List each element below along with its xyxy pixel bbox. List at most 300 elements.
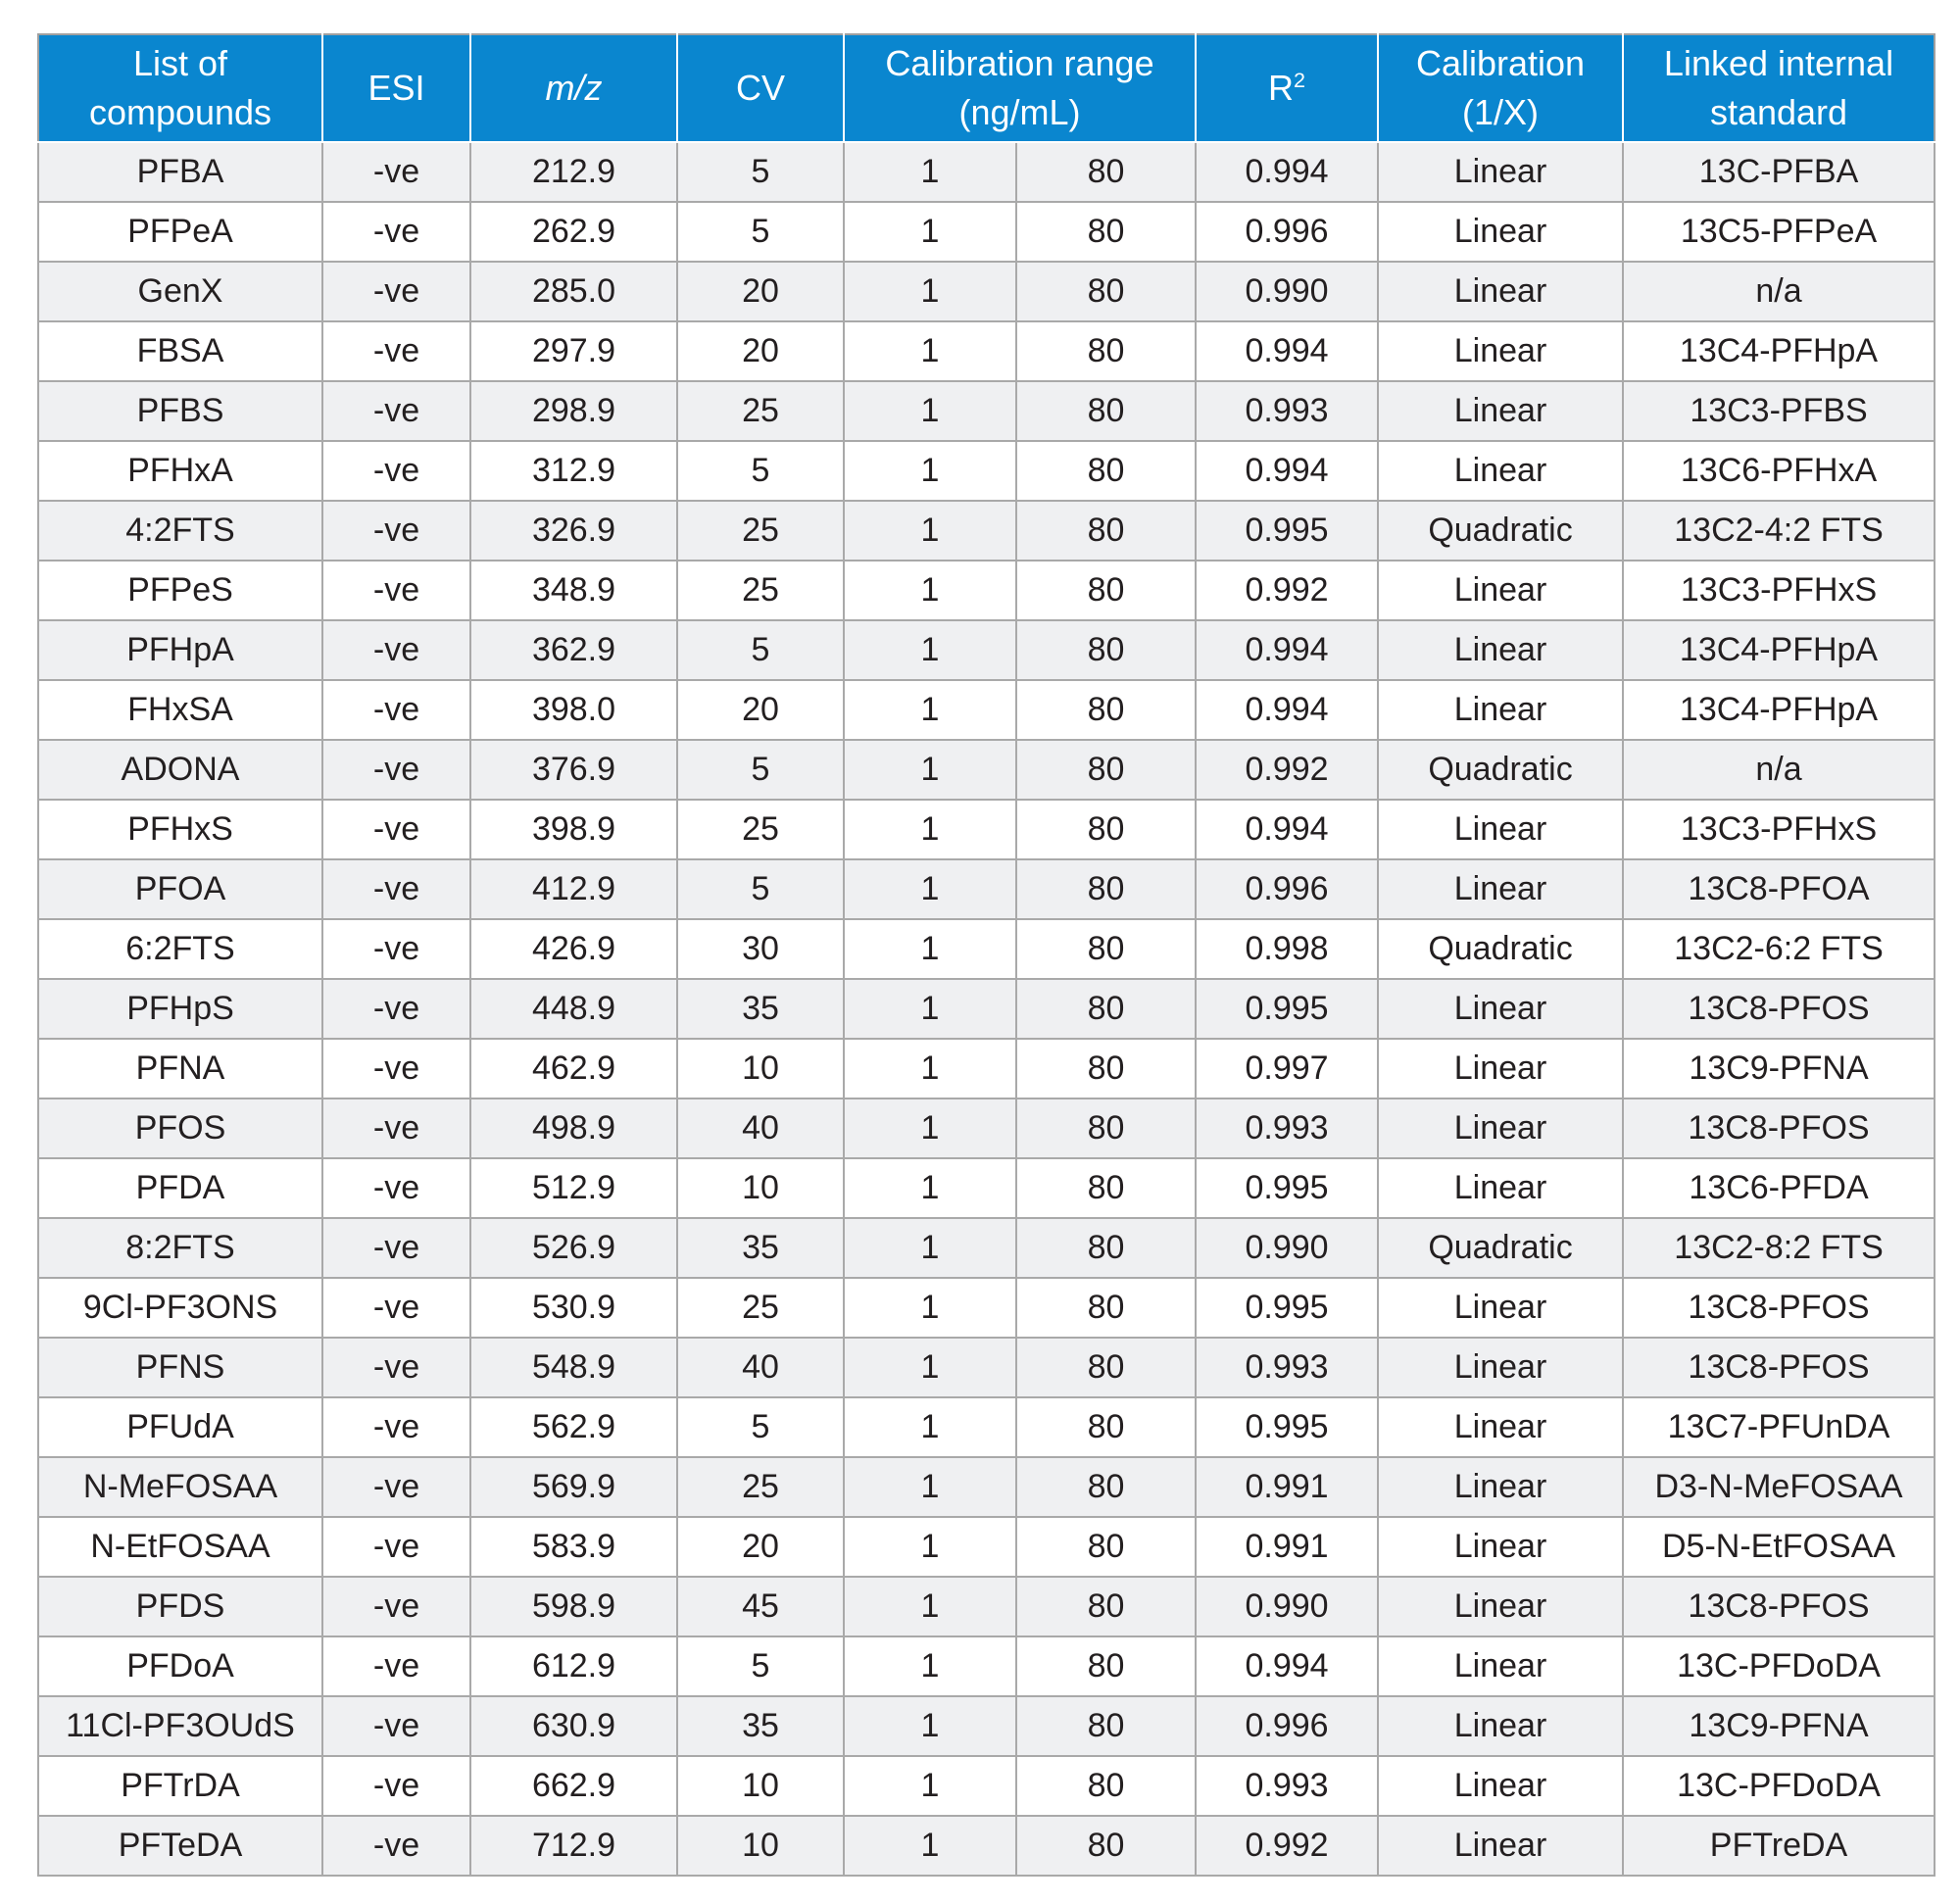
cv-cell: 25 (677, 1457, 844, 1517)
compound-cell: PFHxS (38, 800, 322, 859)
cv-cell: 30 (677, 919, 844, 979)
range-high-cell: 80 (1016, 1278, 1196, 1338)
table-row (38, 1756, 1935, 1816)
mz-cell: 412.9 (470, 859, 677, 919)
esi-cell: -ve (322, 1457, 470, 1517)
header-calibration-range (844, 34, 1196, 142)
table-row (38, 1218, 1935, 1278)
range-high-cell: 80 (1016, 680, 1196, 740)
mz-cell: 526.9 (470, 1218, 677, 1278)
mz-cell: 569.9 (470, 1457, 677, 1517)
table-row (38, 740, 1935, 800)
cv-cell: 35 (677, 979, 844, 1039)
calibration-cell: Linear (1378, 620, 1623, 680)
esi-cell: -ve (322, 1696, 470, 1756)
internal-standard-cell: 13C3-PFBS (1623, 381, 1935, 441)
esi-cell: -ve (322, 620, 470, 680)
calibration-cell: Quadratic (1378, 919, 1623, 979)
calibration-cell: Linear (1378, 1816, 1623, 1876)
calibration-cell: Quadratic (1378, 740, 1623, 800)
esi-cell: -ve (322, 561, 470, 620)
header-row (38, 34, 1935, 142)
cv-cell: 25 (677, 1278, 844, 1338)
calibration-cell: Linear (1378, 979, 1623, 1039)
header-cv: CV (677, 34, 844, 142)
table-row (38, 680, 1935, 740)
internal-standard-cell: D5-N-EtFOSAA (1623, 1517, 1935, 1577)
mz-cell: 612.9 (470, 1636, 677, 1696)
mz-cell: 398.0 (470, 680, 677, 740)
range-high-cell: 80 (1016, 1218, 1196, 1278)
mz-cell: 285.0 (470, 262, 677, 321)
calibration-cell: Linear (1378, 1098, 1623, 1158)
r-squared-cell: 0.995 (1196, 501, 1378, 561)
mz-cell: 312.9 (470, 441, 677, 501)
table-row (38, 620, 1935, 680)
esi-cell: -ve (322, 1278, 470, 1338)
compound-cell: PFDoA (38, 1636, 322, 1696)
calibration-cell: Linear (1378, 262, 1623, 321)
table-row (38, 1158, 1935, 1218)
range-low-cell: 1 (844, 1039, 1016, 1098)
calibration-cell: Linear (1378, 1517, 1623, 1577)
header-calibration-line2: (1/X) (1462, 92, 1540, 132)
r-squared-cell: 0.996 (1196, 859, 1378, 919)
internal-standard-cell: 13C3-PFHxS (1623, 561, 1935, 620)
cv-cell: 25 (677, 381, 844, 441)
cv-cell: 5 (677, 202, 844, 262)
esi-cell: -ve (322, 979, 470, 1039)
header-compounds-line2: compounds (88, 92, 272, 132)
internal-standard-cell: 13C-PFBA (1623, 142, 1935, 202)
compound-cell: PFPeA (38, 202, 322, 262)
range-high-cell: 80 (1016, 620, 1196, 680)
calibration-cell: Linear (1378, 859, 1623, 919)
table-row (38, 979, 1935, 1039)
mz-cell: 262.9 (470, 202, 677, 262)
cv-cell: 5 (677, 441, 844, 501)
mz-cell: 583.9 (470, 1517, 677, 1577)
range-high-cell: 80 (1016, 202, 1196, 262)
esi-cell: -ve (322, 1039, 470, 1098)
range-low-cell: 1 (844, 919, 1016, 979)
range-low-cell: 1 (844, 859, 1016, 919)
internal-standard-cell: 13C2-6:2 FTS (1623, 919, 1935, 979)
r-squared-cell: 0.994 (1196, 321, 1378, 381)
header-compounds (38, 34, 322, 142)
header-r-squared-base: R (1268, 68, 1294, 108)
range-high-cell: 80 (1016, 919, 1196, 979)
internal-standard-cell: 13C7-PFUnDA (1623, 1397, 1935, 1457)
internal-standard-cell: 13C3-PFHxS (1623, 800, 1935, 859)
calibration-cell: Linear (1378, 1457, 1623, 1517)
mz-cell: 498.9 (470, 1098, 677, 1158)
r-squared-cell: 0.994 (1196, 142, 1378, 202)
calibration-cell: Linear (1378, 1636, 1623, 1696)
range-low-cell: 1 (844, 1457, 1016, 1517)
header-calibration-range-line2: (ng/mL) (958, 92, 1081, 132)
internal-standard-cell: 13C9-PFNA (1623, 1696, 1935, 1756)
internal-standard-cell: D3-N-MeFOSAA (1623, 1457, 1935, 1517)
cv-cell: 5 (677, 740, 844, 800)
internal-standard-cell: 13C6-PFDA (1623, 1158, 1935, 1218)
range-low-cell: 1 (844, 1636, 1016, 1696)
compound-cell: PFNA (38, 1039, 322, 1098)
calibration-cell: Linear (1378, 680, 1623, 740)
range-low-cell: 1 (844, 1218, 1016, 1278)
mz-cell: 212.9 (470, 142, 677, 202)
mz-cell: 376.9 (470, 740, 677, 800)
range-low-cell: 1 (844, 441, 1016, 501)
compound-cell: PFOA (38, 859, 322, 919)
compound-cell: PFPeS (38, 561, 322, 620)
r-squared-cell: 0.995 (1196, 1397, 1378, 1457)
r-squared-cell: 0.995 (1196, 979, 1378, 1039)
range-high-cell: 80 (1016, 262, 1196, 321)
header-calibration-line1: Calibration (1415, 43, 1586, 83)
calibration-cell: Linear (1378, 1039, 1623, 1098)
range-high-cell: 80 (1016, 1158, 1196, 1218)
header-esi: ESI (322, 34, 470, 142)
cv-cell: 35 (677, 1218, 844, 1278)
header-r-squared (1196, 34, 1378, 142)
internal-standard-cell: 13C4-PFHpA (1623, 620, 1935, 680)
range-low-cell: 1 (844, 1158, 1016, 1218)
range-low-cell: 1 (844, 381, 1016, 441)
range-high-cell: 80 (1016, 1039, 1196, 1098)
range-low-cell: 1 (844, 1397, 1016, 1457)
cv-cell: 10 (677, 1158, 844, 1218)
r-squared-cell: 0.992 (1196, 740, 1378, 800)
header-internal-standard-line1: Linked internal (1663, 43, 1894, 83)
table-row (38, 1517, 1935, 1577)
r-squared-cell: 0.991 (1196, 1457, 1378, 1517)
mz-cell: 297.9 (470, 321, 677, 381)
table-row (38, 381, 1935, 441)
cv-cell: 5 (677, 142, 844, 202)
mz-cell: 630.9 (470, 1696, 677, 1756)
esi-cell: -ve (322, 1338, 470, 1397)
table-row (38, 501, 1935, 561)
range-low-cell: 1 (844, 620, 1016, 680)
esi-cell: -ve (322, 1218, 470, 1278)
range-high-cell: 80 (1016, 1756, 1196, 1816)
calibration-cell: Linear (1378, 1338, 1623, 1397)
range-high-cell: 80 (1016, 859, 1196, 919)
range-low-cell: 1 (844, 202, 1016, 262)
range-low-cell: 1 (844, 1816, 1016, 1876)
esi-cell: -ve (322, 1816, 470, 1876)
range-high-cell: 80 (1016, 142, 1196, 202)
mz-cell: 662.9 (470, 1756, 677, 1816)
compound-cell: 11Cl-PF3OUdS (38, 1696, 322, 1756)
mz-cell: 530.9 (470, 1278, 677, 1338)
compound-cell: FHxSA (38, 680, 322, 740)
cv-cell: 40 (677, 1098, 844, 1158)
mz-cell: 348.9 (470, 561, 677, 620)
calibration-cell: Quadratic (1378, 501, 1623, 561)
compound-cell: 6:2FTS (38, 919, 322, 979)
r-squared-cell: 0.990 (1196, 1218, 1378, 1278)
esi-cell: -ve (322, 1098, 470, 1158)
table-row (38, 202, 1935, 262)
range-low-cell: 1 (844, 1577, 1016, 1636)
esi-cell: -ve (322, 1158, 470, 1218)
cv-cell: 25 (677, 800, 844, 859)
compound-cell: ADONA (38, 740, 322, 800)
r-squared-cell: 0.996 (1196, 1696, 1378, 1756)
range-low-cell: 1 (844, 1098, 1016, 1158)
compound-cell: N-EtFOSAA (38, 1517, 322, 1577)
compound-cell: PFTrDA (38, 1756, 322, 1816)
internal-standard-cell: 13C8-PFOS (1623, 979, 1935, 1039)
r-squared-cell: 0.997 (1196, 1039, 1378, 1098)
internal-standard-cell: PFTreDA (1623, 1816, 1935, 1876)
esi-cell: -ve (322, 1577, 470, 1636)
cv-cell: 20 (677, 262, 844, 321)
internal-standard-cell: 13C6-PFHxA (1623, 441, 1935, 501)
cv-cell: 5 (677, 859, 844, 919)
calibration-cell: Linear (1378, 142, 1623, 202)
header-calibration (1378, 34, 1623, 142)
r-squared-cell: 0.993 (1196, 1756, 1378, 1816)
calibration-cell: Quadratic (1378, 1218, 1623, 1278)
mz-cell: 548.9 (470, 1338, 677, 1397)
range-low-cell: 1 (844, 262, 1016, 321)
compound-cell: GenX (38, 262, 322, 321)
table-row (38, 800, 1935, 859)
calibration-cell: Linear (1378, 1397, 1623, 1457)
mz-cell: 712.9 (470, 1816, 677, 1876)
esi-cell: -ve (322, 740, 470, 800)
header-r-squared-sup: 2 (1294, 68, 1306, 92)
range-high-cell: 80 (1016, 1577, 1196, 1636)
esi-cell: -ve (322, 142, 470, 202)
table-row (38, 1098, 1935, 1158)
cv-cell: 10 (677, 1816, 844, 1876)
table-row (38, 561, 1935, 620)
range-high-cell: 80 (1016, 1098, 1196, 1158)
esi-cell: -ve (322, 1517, 470, 1577)
internal-standard-cell: 13C2-4:2 FTS (1623, 501, 1935, 561)
calibration-cell: Linear (1378, 202, 1623, 262)
r-squared-cell: 0.992 (1196, 561, 1378, 620)
table-row (38, 262, 1935, 321)
esi-cell: -ve (322, 321, 470, 381)
internal-standard-cell: 13C8-PFOS (1623, 1338, 1935, 1397)
esi-cell: -ve (322, 381, 470, 441)
calibration-cell: Linear (1378, 441, 1623, 501)
esi-cell: -ve (322, 202, 470, 262)
r-squared-cell: 0.991 (1196, 1517, 1378, 1577)
compound-cell: N-MeFOSAA (38, 1457, 322, 1517)
calibration-cell: Linear (1378, 1696, 1623, 1756)
table-row (38, 1816, 1935, 1876)
compound-cell: 8:2FTS (38, 1218, 322, 1278)
internal-standard-cell: 13C-PFDoDA (1623, 1756, 1935, 1816)
esi-cell: -ve (322, 1636, 470, 1696)
cv-cell: 5 (677, 620, 844, 680)
compound-cell: 4:2FTS (38, 501, 322, 561)
table-body (38, 142, 1935, 1876)
mz-cell: 398.9 (470, 800, 677, 859)
internal-standard-cell: 13C8-PFOA (1623, 859, 1935, 919)
range-low-cell: 1 (844, 142, 1016, 202)
cv-cell: 40 (677, 1338, 844, 1397)
compound-cell: PFUdA (38, 1397, 322, 1457)
range-high-cell: 80 (1016, 1636, 1196, 1696)
header-internal-standard-line2: standard (1709, 92, 1848, 132)
range-high-cell: 80 (1016, 501, 1196, 561)
header-mz: m/z (470, 34, 677, 142)
internal-standard-cell: 13C4-PFHpA (1623, 680, 1935, 740)
r-squared-cell: 0.994 (1196, 620, 1378, 680)
r-squared-cell: 0.992 (1196, 1816, 1378, 1876)
mz-cell: 362.9 (470, 620, 677, 680)
range-high-cell: 80 (1016, 1517, 1196, 1577)
mz-cell: 512.9 (470, 1158, 677, 1218)
compound-cell: PFOS (38, 1098, 322, 1158)
compound-cell: 9Cl-PF3ONS (38, 1278, 322, 1338)
esi-cell: -ve (322, 1397, 470, 1457)
table-row (38, 1278, 1935, 1338)
internal-standard-cell: 13C-PFDoDA (1623, 1636, 1935, 1696)
internal-standard-cell: 13C8-PFOS (1623, 1577, 1935, 1636)
range-low-cell: 1 (844, 800, 1016, 859)
header-internal-standard (1623, 34, 1935, 142)
range-high-cell: 80 (1016, 381, 1196, 441)
esi-cell: -ve (322, 919, 470, 979)
compound-calibration-table (37, 33, 1936, 1877)
calibration-cell: Linear (1378, 1756, 1623, 1816)
r-squared-cell: 0.990 (1196, 1577, 1378, 1636)
calibration-cell: Linear (1378, 1577, 1623, 1636)
range-high-cell: 80 (1016, 1397, 1196, 1457)
internal-standard-cell: 13C4-PFHpA (1623, 321, 1935, 381)
table-row (38, 321, 1935, 381)
compound-cell: PFDS (38, 1577, 322, 1636)
esi-cell: -ve (322, 1756, 470, 1816)
range-low-cell: 1 (844, 979, 1016, 1039)
calibration-cell: Linear (1378, 1158, 1623, 1218)
range-high-cell: 80 (1016, 561, 1196, 620)
compound-cell: PFDA (38, 1158, 322, 1218)
mz-cell: 448.9 (470, 979, 677, 1039)
mz-cell: 426.9 (470, 919, 677, 979)
r-squared-cell: 0.995 (1196, 1158, 1378, 1218)
range-high-cell: 80 (1016, 321, 1196, 381)
range-low-cell: 1 (844, 1338, 1016, 1397)
calibration-cell: Linear (1378, 561, 1623, 620)
r-squared-cell: 0.993 (1196, 1338, 1378, 1397)
cv-cell: 10 (677, 1756, 844, 1816)
table-row (38, 859, 1935, 919)
range-low-cell: 1 (844, 1517, 1016, 1577)
cv-cell: 10 (677, 1039, 844, 1098)
r-squared-cell: 0.994 (1196, 441, 1378, 501)
range-high-cell: 80 (1016, 1338, 1196, 1397)
cv-cell: 25 (677, 561, 844, 620)
compound-cell: PFNS (38, 1338, 322, 1397)
header-calibration-range-line1: Calibration range (885, 43, 1154, 83)
range-high-cell: 80 (1016, 979, 1196, 1039)
cv-cell: 25 (677, 501, 844, 561)
table-row (38, 1577, 1935, 1636)
mz-cell: 298.9 (470, 381, 677, 441)
table-row (38, 142, 1935, 202)
table-row (38, 1457, 1935, 1517)
range-low-cell: 1 (844, 740, 1016, 800)
r-squared-cell: 0.993 (1196, 381, 1378, 441)
cv-cell: 20 (677, 680, 844, 740)
range-high-cell: 80 (1016, 1816, 1196, 1876)
compound-cell: FBSA (38, 321, 322, 381)
mz-cell: 462.9 (470, 1039, 677, 1098)
internal-standard-cell: 13C5-PFPeA (1623, 202, 1935, 262)
range-high-cell: 80 (1016, 1696, 1196, 1756)
internal-standard-cell: 13C8-PFOS (1623, 1278, 1935, 1338)
cv-cell: 35 (677, 1696, 844, 1756)
r-squared-cell: 0.998 (1196, 919, 1378, 979)
compound-cell: PFTeDA (38, 1816, 322, 1876)
esi-cell: -ve (322, 800, 470, 859)
calibration-cell: Linear (1378, 1278, 1623, 1338)
r-squared-cell: 0.994 (1196, 800, 1378, 859)
internal-standard-cell: 13C9-PFNA (1623, 1039, 1935, 1098)
range-low-cell: 1 (844, 561, 1016, 620)
mz-cell: 326.9 (470, 501, 677, 561)
calibration-cell: Linear (1378, 800, 1623, 859)
range-low-cell: 1 (844, 321, 1016, 381)
table-row (38, 1338, 1935, 1397)
cv-cell: 5 (677, 1397, 844, 1457)
table-row (38, 1397, 1935, 1457)
table-row (38, 1039, 1935, 1098)
internal-standard-cell: 13C8-PFOS (1623, 1098, 1935, 1158)
internal-standard-cell: 13C2-8:2 FTS (1623, 1218, 1935, 1278)
cv-cell: 20 (677, 321, 844, 381)
internal-standard-cell: n/a (1623, 262, 1935, 321)
calibration-cell: Linear (1378, 381, 1623, 441)
esi-cell: -ve (322, 859, 470, 919)
esi-cell: -ve (322, 680, 470, 740)
r-squared-cell: 0.994 (1196, 680, 1378, 740)
range-high-cell: 80 (1016, 1457, 1196, 1517)
mz-cell: 598.9 (470, 1577, 677, 1636)
r-squared-cell: 0.993 (1196, 1098, 1378, 1158)
range-high-cell: 80 (1016, 441, 1196, 501)
cv-cell: 20 (677, 1517, 844, 1577)
calibration-cell: Linear (1378, 321, 1623, 381)
esi-cell: -ve (322, 501, 470, 561)
r-squared-cell: 0.990 (1196, 262, 1378, 321)
header-compounds-line1: List of (132, 43, 228, 83)
cv-cell: 45 (677, 1577, 844, 1636)
esi-cell: -ve (322, 441, 470, 501)
compound-cell: PFHpA (38, 620, 322, 680)
range-low-cell: 1 (844, 1756, 1016, 1816)
cv-cell: 5 (677, 1636, 844, 1696)
r-squared-cell: 0.995 (1196, 1278, 1378, 1338)
compound-cell: PFBS (38, 381, 322, 441)
internal-standard-cell: n/a (1623, 740, 1935, 800)
table-row (38, 1696, 1935, 1756)
compound-cell: PFHxA (38, 441, 322, 501)
range-low-cell: 1 (844, 501, 1016, 561)
range-low-cell: 1 (844, 1278, 1016, 1338)
table-row (38, 919, 1935, 979)
range-high-cell: 80 (1016, 800, 1196, 859)
